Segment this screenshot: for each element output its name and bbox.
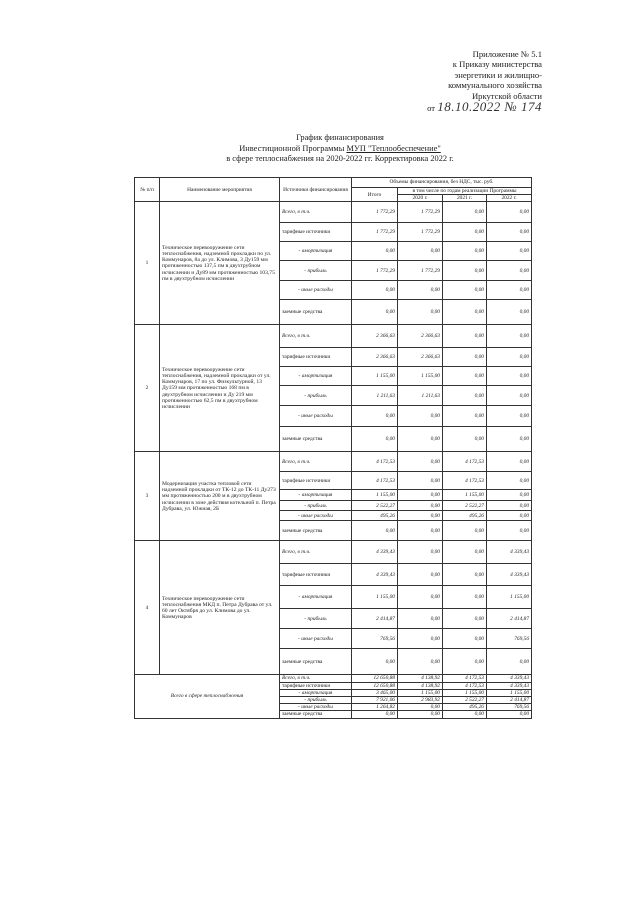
value-cell: 4 339,43	[352, 564, 398, 586]
value-cell: 0,00	[398, 511, 443, 521]
col-header-year: 2021 г.	[443, 195, 487, 202]
value-cell: 0,00	[398, 452, 443, 472]
col-header-year: 2020 г.	[398, 195, 443, 202]
value-cell: 1 155,00	[487, 586, 532, 609]
value-cell: 2 414,87	[487, 609, 532, 629]
value-cell: 0,00	[487, 501, 532, 511]
table-body	[135, 202, 532, 718]
source-label: Всего, в т.ч.	[280, 541, 352, 564]
value-cell: 0,00	[352, 711, 398, 718]
source-label: Всего, в т.ч.	[280, 452, 352, 472]
source-label: тарифные источники	[280, 564, 352, 586]
source-label: - амортизация	[280, 490, 352, 501]
col-header-source: Источники финансирования	[280, 178, 352, 202]
value-cell: 0,00	[398, 281, 443, 300]
order-date-line	[382, 99, 542, 115]
header-line: Иркутской области	[471, 90, 542, 101]
document-title	[210, 133, 470, 165]
financing-table	[134, 177, 532, 719]
value-cell: 0,00	[443, 348, 487, 367]
source-label: тарифные источники	[280, 223, 352, 242]
value-cell: 0,00	[398, 704, 443, 711]
value-cell: 1 155,00	[352, 490, 398, 501]
table-row	[135, 452, 532, 472]
value-cell: 0,00	[443, 541, 487, 564]
value-cell: 0,00	[398, 406, 443, 427]
value-cell: 1 211,63	[352, 386, 398, 406]
value-cell: 495,26	[443, 511, 487, 521]
value-cell: 0,00	[352, 406, 398, 427]
source-label: - амортизация	[280, 242, 352, 261]
table-row	[135, 541, 532, 564]
value-cell: 495,26	[443, 704, 487, 711]
header-line: Приложение № 5.1	[472, 49, 542, 59]
value-cell: 0,00	[398, 564, 443, 586]
source-label: - иные расходы	[280, 629, 352, 649]
col-header-event: Наименование мероприятия	[160, 178, 280, 202]
value-cell: 1 155,00	[352, 586, 398, 609]
source-label: - амортизация	[280, 367, 352, 386]
value-cell: 0,00	[443, 586, 487, 609]
value-cell: 0,00	[487, 649, 532, 675]
row-number: 1	[135, 202, 160, 325]
value-cell: 769,56	[487, 629, 532, 649]
value-cell: 4 138,92	[398, 682, 443, 689]
value-cell: 0,00	[443, 325, 487, 348]
source-label: заемные средства	[280, 521, 352, 541]
value-cell: 2 366,63	[352, 325, 398, 348]
value-cell: 0,00	[443, 649, 487, 675]
value-cell: 0,00	[398, 541, 443, 564]
value-cell: 1 155,00	[352, 367, 398, 386]
value-cell: 4 172,53	[443, 682, 487, 689]
value-cell: 1 155,00	[443, 490, 487, 501]
summary-row	[135, 675, 532, 682]
col-header-year: 2022 г.	[487, 195, 532, 202]
value-cell: 4 172,53	[443, 675, 487, 682]
source-label: - прибыль	[280, 697, 352, 704]
title-line-3: в сфере теплоснабжения на 2020-2022 гг. Корректировка 2022 г.	[226, 154, 454, 163]
value-cell: 1 155,00	[398, 367, 443, 386]
value-cell: 1 772,29	[352, 223, 398, 242]
value-cell: 0,00	[443, 242, 487, 261]
source-label: Всего, в т.ч.	[280, 675, 352, 682]
table-row	[135, 202, 532, 223]
value-cell: 0,00	[398, 521, 443, 541]
value-cell: 0,00	[398, 501, 443, 511]
organization-name: МУП "Теплообеспечение"	[346, 143, 441, 153]
value-cell: 7 921,06	[352, 697, 398, 704]
value-cell: 769,56	[487, 704, 532, 711]
value-cell: 1 772,29	[398, 202, 443, 223]
row-number: 4	[135, 541, 160, 675]
col-header-by-year: в том числе по годам реализации Программы	[398, 188, 532, 195]
col-header-num: № п/п	[135, 178, 160, 202]
source-label: - прибыль	[280, 501, 352, 511]
value-cell: 0,00	[443, 711, 487, 718]
value-cell: 0,00	[487, 300, 532, 325]
value-cell: 0,00	[487, 261, 532, 281]
value-cell: 4 339,43	[352, 541, 398, 564]
value-cell: 0,00	[352, 521, 398, 541]
date-prefix: от	[427, 103, 436, 114]
value-cell: 0,00	[487, 202, 532, 223]
event-name: Техническое перевооружение сети теплоснабжения, надземной прокладки по ул. Коммунаров, 8а до ул. Климова, 3 Ду159 мм протяженностью 137,5 пм в двухтрубном исчислении и Ду89 мм протяженностью 103,75 пм в двухтрубном исчислении	[160, 202, 280, 325]
value-cell: 0,00	[443, 609, 487, 629]
value-cell: 1 155,00	[487, 689, 532, 696]
value-cell: 0,00	[398, 609, 443, 629]
value-cell: 4 339,43	[487, 541, 532, 564]
value-cell: 0,00	[443, 564, 487, 586]
value-cell: 1 772,29	[352, 202, 398, 223]
value-cell: 0,00	[398, 300, 443, 325]
value-cell: 0,00	[398, 711, 443, 718]
value-cell: 4 172,53	[443, 472, 487, 490]
approval-header	[382, 49, 542, 113]
value-cell: 0,00	[398, 586, 443, 609]
value-cell: 0,00	[443, 300, 487, 325]
source-label: - иные расходы	[280, 704, 352, 711]
value-cell: 0,00	[443, 386, 487, 406]
value-cell: 0,00	[443, 367, 487, 386]
value-cell: 0,00	[352, 649, 398, 675]
value-cell: 0,00	[487, 406, 532, 427]
value-cell: 0,00	[487, 472, 532, 490]
value-cell: 0,00	[487, 348, 532, 367]
value-cell: 1 211,63	[398, 386, 443, 406]
value-cell: 0,00	[352, 300, 398, 325]
value-cell: 0,00	[487, 452, 532, 472]
source-label: тарифные источники	[280, 682, 352, 689]
value-cell: 1 155,00	[443, 689, 487, 696]
source-label: Всего, в т.ч.	[280, 325, 352, 348]
header-line: энергетики и жилищно-	[454, 69, 542, 80]
source-label: заемные средства	[280, 649, 352, 675]
source-label: - амортизация	[280, 586, 352, 609]
value-cell: 1 772,29	[352, 261, 398, 281]
value-cell: 0,00	[443, 406, 487, 427]
source-label: - прибыль	[280, 261, 352, 281]
col-header-total: Итого	[352, 188, 398, 202]
value-cell: 4 172,53	[352, 452, 398, 472]
value-cell: 12 650,88	[352, 682, 398, 689]
value-cell: 0,00	[487, 281, 532, 300]
value-cell: 0,00	[443, 521, 487, 541]
value-cell: 0,00	[487, 325, 532, 348]
header-line: к Приказу министерства	[452, 59, 542, 70]
value-cell: 2 414,87	[487, 697, 532, 704]
value-cell: 0,00	[398, 629, 443, 649]
value-cell: 4 172,53	[352, 472, 398, 490]
value-cell: 0,00	[443, 427, 487, 452]
row-number: 2	[135, 325, 160, 452]
event-name: Модернизация участка тепловой сети надземной прокладки от ТК-12 до ТК-11 Ду273 мм протяженностью 200 м в двухтрубном исчислении в зоне действия котельной п. Петра Дубрава, ул. Южная, 2Б	[160, 452, 280, 541]
value-cell: 2 522,27	[443, 501, 487, 511]
value-cell: 1 155,00	[398, 689, 443, 696]
source-label: Всего, в т.ч.	[280, 202, 352, 223]
source-label: - иные расходы	[280, 406, 352, 427]
value-cell: 2 983,92	[398, 697, 443, 704]
value-cell: 2 522,27	[443, 697, 487, 704]
title-line-2: Инвестиционной Программы МУП "Теплообеспечение"	[239, 143, 441, 153]
value-cell: 0,00	[352, 427, 398, 452]
value-cell: 0,00	[487, 490, 532, 501]
value-cell: 2 366,63	[398, 348, 443, 367]
value-cell: 0,00	[443, 629, 487, 649]
event-name: Техническое перевооружение сети теплоснабжения МКД п. Петра Дубрава от ул. 60 лет Октября до ул. Климова до ул. Коммунаров	[160, 541, 280, 675]
value-cell: 2 366,63	[398, 325, 443, 348]
source-label: - прибыль	[280, 386, 352, 406]
value-cell: 0,00	[352, 242, 398, 261]
value-cell: 4 339,43	[487, 682, 532, 689]
value-cell: 0,00	[443, 202, 487, 223]
value-cell: 0,00	[398, 649, 443, 675]
value-cell: 1 772,29	[398, 261, 443, 281]
value-cell: 4 339,43	[487, 675, 532, 682]
event-name: Техническое перевооружение сети теплоснабжения, надземной прокладки от ул. Коммунаров, 17 по ул. Физкультурной, 13 Ду159 мм протяженностью 168 пм в двухтрубном исчислении и Ду 219 мм протяженностью 62,5 пм в двухтрубном исчислении	[160, 325, 280, 452]
value-cell: 0,00	[487, 521, 532, 541]
value-cell: 0,00	[352, 281, 398, 300]
summary-label: Всего в сфере теплоснабжения	[135, 675, 280, 718]
source-label: - амортизация	[280, 689, 352, 696]
value-cell: 0,00	[443, 281, 487, 300]
value-cell: 2 414,87	[352, 609, 398, 629]
value-cell: 0,00	[487, 511, 532, 521]
handwritten-date: 18.10.2022 № 174	[437, 99, 542, 115]
source-label: тарифные источники	[280, 348, 352, 367]
col-header-total-group: Объемы финансирования, без НДС, тыс. руб.	[352, 178, 532, 188]
source-label: - иные расходы	[280, 281, 352, 300]
value-cell: 4 138,92	[398, 675, 443, 682]
value-cell: 0,00	[398, 472, 443, 490]
row-number: 3	[135, 452, 160, 541]
value-cell: 769,56	[352, 629, 398, 649]
value-cell: 0,00	[487, 711, 532, 718]
value-cell: 0,00	[398, 427, 443, 452]
value-cell: 12 650,88	[352, 675, 398, 682]
value-cell: 0,00	[487, 386, 532, 406]
value-cell: 0,00	[487, 427, 532, 452]
source-label: - прибыль	[280, 609, 352, 629]
source-label: - иные расходы	[280, 511, 352, 521]
value-cell: 0,00	[487, 367, 532, 386]
value-cell: 1 264,82	[352, 704, 398, 711]
value-cell: 0,00	[487, 223, 532, 242]
table-row	[135, 325, 532, 348]
source-label: тарифные источники	[280, 472, 352, 490]
source-label: заемные средства	[280, 427, 352, 452]
value-cell: 0,00	[443, 261, 487, 281]
source-label: заемные средства	[280, 711, 352, 718]
value-cell: 2 522,27	[352, 501, 398, 511]
value-cell: 0,00	[443, 223, 487, 242]
header-line: коммунального хозяйства	[448, 80, 542, 91]
value-cell: 0,00	[398, 490, 443, 501]
title-line-1: График финансирования	[296, 133, 384, 142]
value-cell: 0,00	[487, 242, 532, 261]
source-label: заемные средства	[280, 300, 352, 325]
value-cell: 1 772,29	[398, 223, 443, 242]
value-cell: 4 339,43	[487, 564, 532, 586]
value-cell: 495,26	[352, 511, 398, 521]
value-cell: 2 366,63	[352, 348, 398, 367]
value-cell: 4 172,53	[443, 452, 487, 472]
value-cell: 0,00	[398, 242, 443, 261]
value-cell: 3 465,00	[352, 689, 398, 696]
